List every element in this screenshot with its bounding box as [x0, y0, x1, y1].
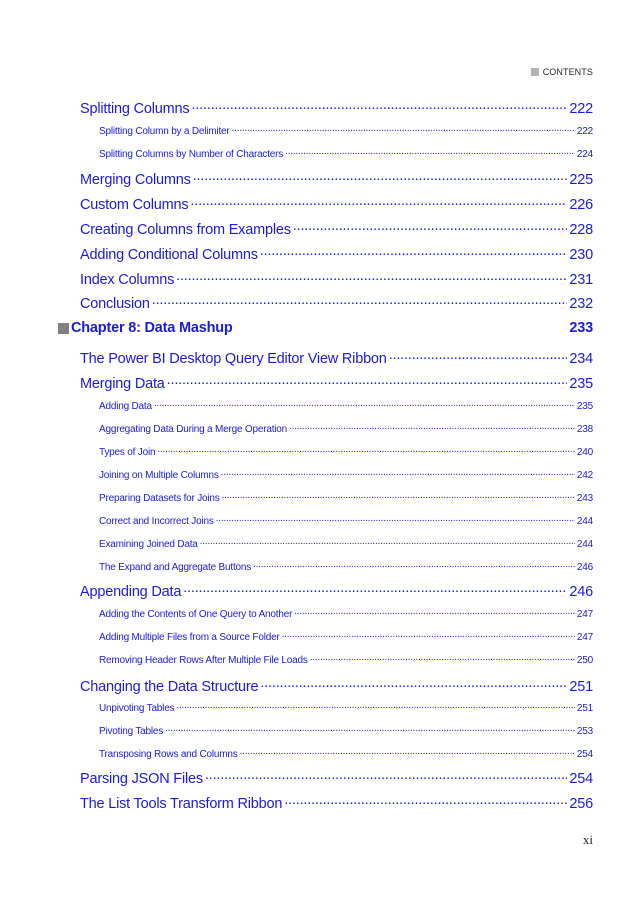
toc-entry-page: 228 [569, 221, 593, 238]
toc-entry-page: 224 [576, 149, 593, 160]
toc-entry[interactable] [99, 398, 593, 412]
toc-entry-page: 246 [569, 583, 593, 600]
dot-leader [183, 580, 567, 596]
toc-entry[interactable] [80, 580, 593, 600]
toc-entry-page: 226 [569, 196, 593, 213]
dot-leader [167, 372, 568, 388]
dot-leader [310, 652, 575, 663]
toc-entry-page: 247 [576, 632, 593, 643]
toc-entry[interactable] [80, 792, 593, 812]
toc-entry-page: 246 [576, 562, 593, 573]
toc-entry[interactable] [80, 97, 593, 117]
toc-entry[interactable] [80, 292, 593, 312]
toc-entry-page: 235 [569, 375, 593, 392]
toc-entry-title: Splitting Columns [80, 100, 190, 117]
toc-entry-page: 254 [569, 770, 593, 787]
toc-entry-title: Conclusion [80, 295, 150, 312]
toc-entry-page: 238 [576, 424, 593, 435]
toc-entry-title: Appending Data [80, 583, 182, 600]
toc-entry-title: Removing Header Rows After Multiple File Loads [99, 655, 308, 666]
toc-chapter-entry[interactable] [58, 320, 593, 336]
dot-leader [200, 536, 575, 547]
toc-entry-page: 251 [576, 703, 593, 714]
toc-entry-page: 225 [569, 171, 593, 188]
dot-leader [232, 123, 575, 134]
toc-entry-page: 234 [569, 350, 593, 367]
toc-entry-title: Splitting Column by a Delimiter [99, 126, 230, 137]
toc-entry[interactable] [80, 347, 593, 367]
dot-leader [176, 700, 575, 711]
toc-entry[interactable] [99, 559, 593, 573]
toc-entry-title: Merging Data [80, 375, 165, 392]
page-number: xi [582, 832, 593, 847]
toc-entry[interactable] [99, 444, 593, 458]
toc-entry[interactable] [99, 490, 593, 504]
toc-entry-title: The Expand and Aggregate Buttons [99, 562, 252, 573]
chapter-square-icon [58, 323, 69, 334]
dot-leader [191, 97, 567, 113]
toc-entry[interactable] [80, 268, 593, 288]
toc-entry[interactable] [99, 123, 593, 137]
toc-entry[interactable] [99, 629, 593, 643]
toc-entry-title: Parsing JSON Files [80, 770, 203, 787]
toc-entry-title: Joining on Multiple Columns [99, 470, 219, 481]
dot-leader [222, 490, 575, 501]
toc-entry-title: Adding the Contents of One Query to Another [99, 609, 293, 620]
toc-entry-title: Types of Join [99, 447, 156, 458]
toc-entry-title: Transposing Rows and Columns [99, 749, 238, 760]
toc-entry-page: 235 [576, 401, 593, 412]
toc-entry-title: Custom Columns [80, 196, 189, 213]
dot-leader [289, 421, 575, 432]
toc-entry-title: Adding Data [99, 401, 152, 412]
toc-entry-page: 250 [576, 655, 593, 666]
toc-entry[interactable] [99, 746, 593, 760]
toc-entry-title: The Power BI Desktop Query Editor View Ribbon [80, 350, 387, 367]
toc-entry-title: The List Tools Transform Ribbon [80, 795, 283, 812]
toc-entry-page: 232 [569, 295, 593, 312]
toc-entry[interactable] [80, 372, 593, 392]
toc-entry-title: Chapter 8: Data Mashup [71, 320, 233, 336]
dot-leader [240, 746, 575, 757]
toc-entry-page: 254 [576, 749, 593, 760]
toc-entry[interactable] [99, 536, 593, 550]
toc-entry-page: 244 [576, 516, 593, 527]
toc-entry-title: Aggregating Data During a Merge Operation [99, 424, 288, 435]
toc-entry-title: Preparing Datasets for Joins [99, 493, 220, 504]
toc-entry-page: 231 [569, 271, 593, 288]
toc-entry-page: 244 [576, 539, 593, 550]
toc-entry-title: Index Columns [80, 271, 175, 288]
toc-entry[interactable] [99, 146, 593, 160]
toc-entry-page: 243 [576, 493, 593, 504]
toc-entry[interactable] [99, 467, 593, 481]
dot-leader [294, 606, 575, 617]
toc-entry-title: Changing the Data Structure [80, 678, 259, 695]
toc-entry[interactable] [80, 767, 593, 787]
toc-entry[interactable] [99, 700, 593, 714]
running-header-label: CONTENTS [542, 67, 593, 77]
dot-leader [282, 629, 575, 640]
dot-leader [205, 767, 567, 783]
toc-entry-title: Splitting Columns by Number of Characters [99, 149, 284, 160]
toc-entry[interactable] [99, 606, 593, 620]
toc-entry-title: Adding Multiple Files from a Source Folder [99, 632, 280, 643]
toc-entry[interactable] [80, 218, 593, 238]
dot-leader [154, 398, 575, 409]
toc-entry-page: 240 [576, 447, 593, 458]
toc-entry[interactable] [80, 243, 593, 263]
toc-entry[interactable] [99, 513, 593, 527]
dot-leader [260, 675, 567, 691]
toc-entry-page: 242 [576, 470, 593, 481]
dot-leader [193, 168, 568, 184]
dot-leader [389, 347, 568, 363]
dot-leader [190, 193, 567, 209]
toc-entry[interactable] [80, 168, 593, 188]
dot-leader [176, 268, 567, 284]
dot-leader [285, 146, 575, 157]
toc-entry[interactable] [99, 421, 593, 435]
toc-entry-page: 230 [569, 246, 593, 263]
dot-leader [216, 513, 575, 524]
dot-leader [284, 792, 567, 808]
toc-entry-title: Creating Columns from Examples [80, 221, 291, 238]
toc-entry[interactable] [80, 193, 593, 213]
toc-entry-title: Unpivoting Tables [99, 703, 175, 714]
toc-entry-title: Pivoting Tables [99, 726, 164, 737]
dot-leader [157, 444, 575, 455]
header-square-icon [531, 68, 539, 76]
toc-entry[interactable] [99, 652, 593, 666]
toc-entry-page: 247 [576, 609, 593, 620]
dot-leader [152, 292, 568, 308]
toc-entry-page: 251 [569, 678, 593, 695]
toc-entry-page: 222 [576, 126, 593, 137]
toc-entry-page: 253 [576, 726, 593, 737]
dot-leader [293, 218, 568, 234]
toc-entry-title: Merging Columns [80, 171, 191, 188]
toc-entry[interactable] [99, 723, 593, 737]
toc-entry-title: Examining Joined Data [99, 539, 198, 550]
toc-entry-title: Adding Conditional Columns [80, 246, 258, 263]
toc-entry-page: 256 [569, 795, 593, 812]
toc-entry-page: 222 [569, 100, 593, 117]
running-header [531, 66, 593, 78]
dot-leader [221, 467, 575, 478]
dot-leader [253, 559, 575, 570]
dot-leader [260, 243, 568, 259]
toc-entry[interactable] [80, 675, 593, 695]
toc-entry-title: Correct and Incorrect Joins [99, 516, 214, 527]
toc-entry-page: 233 [569, 320, 593, 336]
dot-leader [165, 723, 575, 734]
